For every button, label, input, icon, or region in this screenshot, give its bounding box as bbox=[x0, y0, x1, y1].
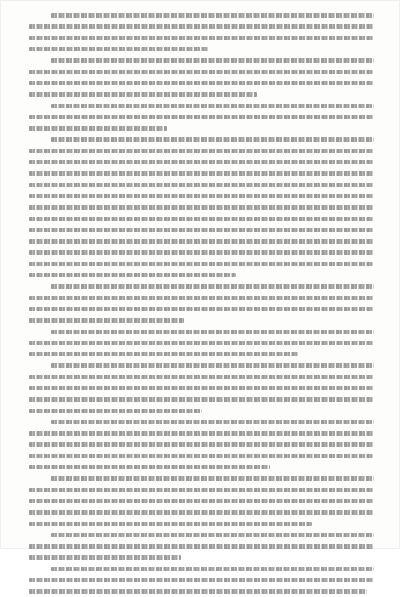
text-line bbox=[29, 33, 374, 44]
text-line bbox=[29, 484, 374, 495]
text-line bbox=[29, 552, 374, 563]
text-line bbox=[29, 179, 374, 190]
paragraph bbox=[29, 10, 374, 55]
paragraph bbox=[29, 134, 374, 281]
paragraph bbox=[29, 473, 374, 529]
text-line bbox=[29, 304, 374, 315]
paragraph bbox=[29, 281, 374, 326]
text-line bbox=[29, 44, 374, 55]
paragraph bbox=[29, 55, 374, 100]
paragraph bbox=[29, 326, 374, 360]
text-line bbox=[29, 518, 374, 529]
text-line bbox=[29, 21, 374, 32]
text-line bbox=[29, 405, 374, 416]
text-line bbox=[29, 462, 374, 473]
text-line bbox=[29, 236, 374, 247]
text-line bbox=[29, 157, 374, 168]
text-line bbox=[29, 225, 374, 236]
text-line bbox=[29, 360, 374, 371]
text-line bbox=[29, 55, 374, 66]
text-line bbox=[29, 417, 374, 428]
text-line bbox=[29, 451, 374, 462]
paragraph bbox=[29, 100, 374, 134]
text-line bbox=[29, 281, 374, 292]
paragraph bbox=[29, 360, 374, 416]
text-line bbox=[29, 78, 374, 89]
paragraph bbox=[29, 530, 374, 564]
text-line bbox=[29, 100, 374, 111]
text-line bbox=[29, 564, 374, 575]
page-body-text bbox=[29, 10, 374, 597]
text-line bbox=[29, 315, 374, 326]
text-line bbox=[29, 112, 374, 123]
text-line bbox=[29, 123, 374, 134]
text-line bbox=[29, 428, 374, 439]
text-line bbox=[29, 530, 374, 541]
text-line bbox=[29, 541, 374, 552]
text-line bbox=[29, 213, 374, 224]
text-line bbox=[29, 372, 374, 383]
text-line bbox=[29, 10, 374, 21]
text-line bbox=[29, 439, 374, 450]
text-line bbox=[29, 507, 374, 518]
text-line bbox=[29, 338, 374, 349]
text-line bbox=[29, 496, 374, 507]
text-line bbox=[29, 473, 374, 484]
text-line bbox=[29, 89, 374, 100]
text-line bbox=[29, 168, 374, 179]
text-line bbox=[29, 202, 374, 213]
text-line bbox=[29, 134, 374, 145]
text-line bbox=[29, 586, 374, 597]
text-line bbox=[29, 575, 374, 586]
text-line bbox=[29, 292, 374, 303]
paragraph bbox=[29, 417, 374, 473]
text-line bbox=[29, 259, 374, 270]
text-line bbox=[29, 383, 374, 394]
paragraph bbox=[29, 564, 374, 597]
text-line bbox=[29, 349, 374, 360]
text-line bbox=[29, 270, 374, 281]
text-line bbox=[29, 146, 374, 157]
text-line bbox=[29, 191, 374, 202]
text-line bbox=[29, 66, 374, 77]
text-line bbox=[29, 394, 374, 405]
text-line bbox=[29, 247, 374, 258]
text-line bbox=[29, 326, 374, 337]
